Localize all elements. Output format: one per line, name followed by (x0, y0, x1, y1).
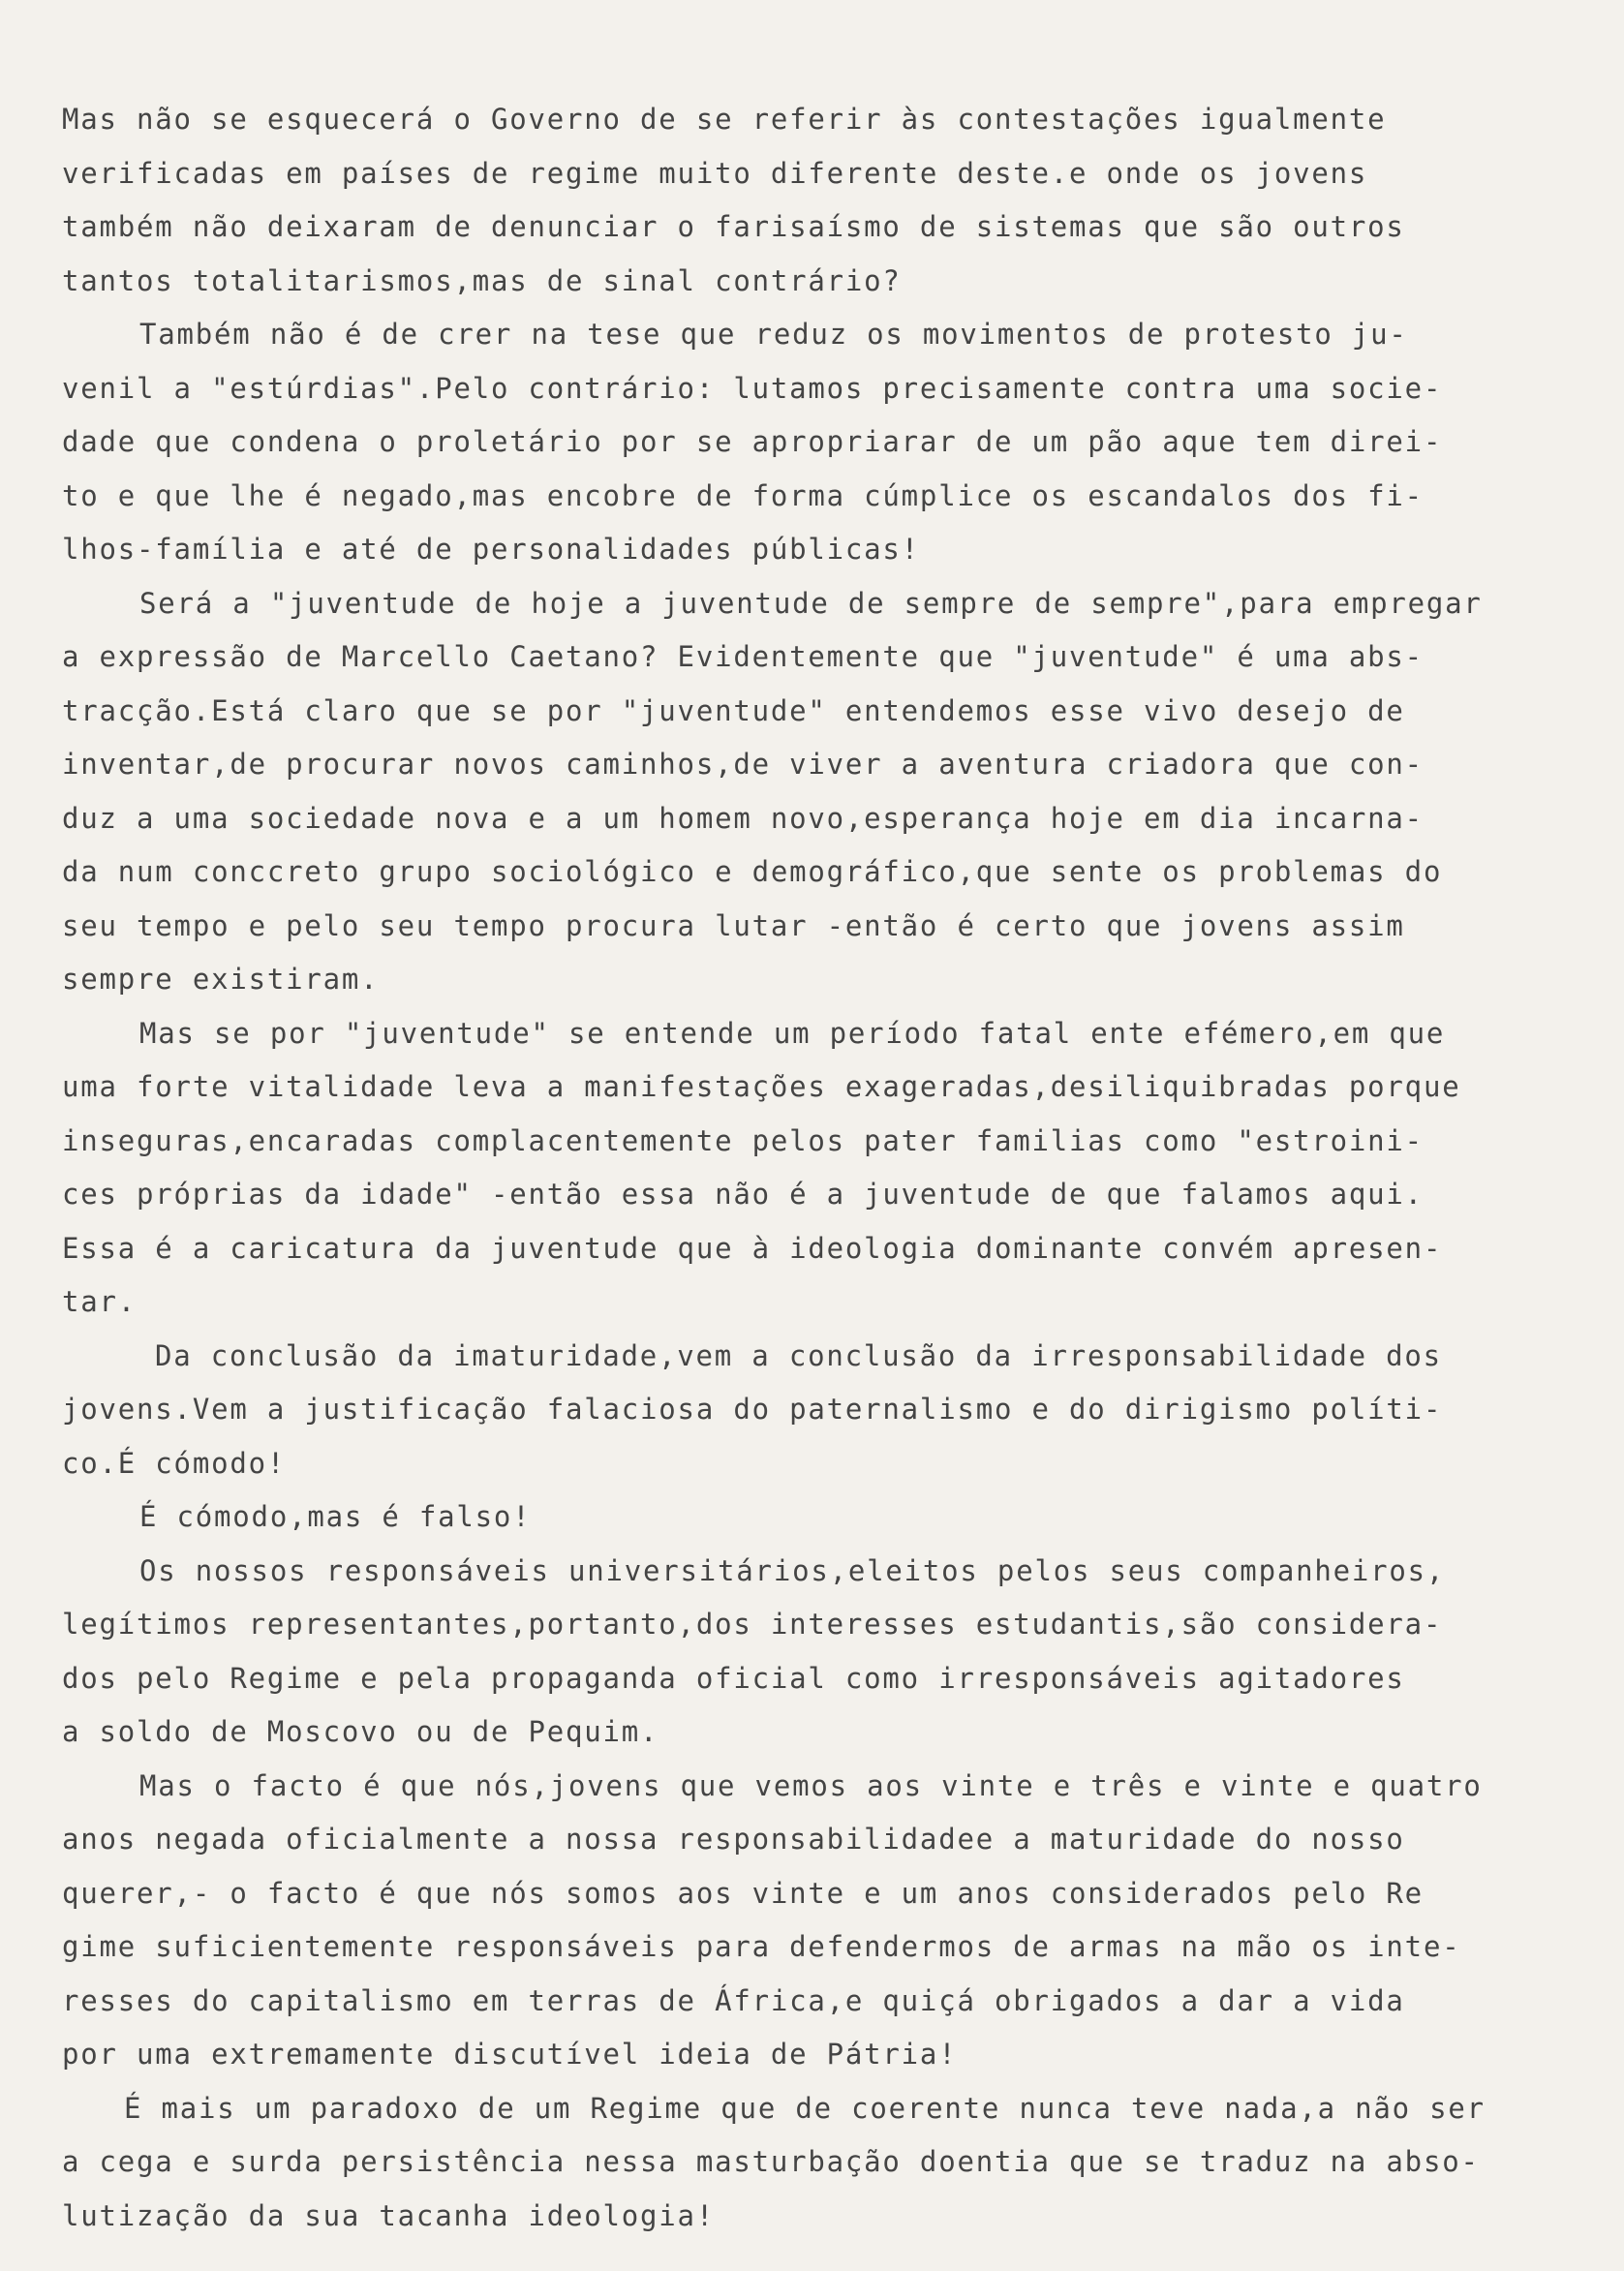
text-line: tracção.Está claro que se por "juventude" entendemos esse vivo desejo de (62, 693, 1405, 727)
paragraph-1 (62, 93, 1515, 308)
text-line: a soldo de Moscovo ou de Pequim. (62, 1715, 659, 1748)
text-line: tar. (62, 1285, 138, 1318)
text-line: tantos totalitarismos,mas de sinal contrário? (62, 263, 902, 297)
text-line: É cómodo,mas é falso! (139, 1500, 532, 1533)
paragraph-2 (62, 308, 1515, 577)
text-line: jovens.Vem a justificação falaciosa do paternalismo e do dirigismo políti- (62, 1393, 1443, 1426)
text-line: dos pelo Regime e pela propaganda oficial como irresponsáveis agitadores (62, 1661, 1405, 1695)
paragraph-4 (62, 1007, 1515, 1330)
text-line: inventar,de procurar novos caminhos,de viver a aventura criadora que con- (62, 748, 1424, 781)
text-line: anos negada oficialmente a nossa responsabilidadee a maturidade do nosso (62, 1823, 1405, 1856)
text-line: a cega e surda persistência nessa masturbação doentia que se traduz na abso- (62, 2145, 1480, 2178)
text-line: É mais um paradoxo de um Regime que de coerente nunca teve nada,a não ser (124, 2091, 1486, 2125)
text-line: dade que condena o proletário por se apropriarar de um pão aque tem direi- (62, 425, 1443, 458)
text-line: gime suficientemente responsáveis para defendermos de armas na mão os inte- (62, 1930, 1461, 1963)
text-line: lutização da sua tacanha ideologia! (62, 2198, 716, 2232)
text-line: sempre existiram. (62, 963, 380, 996)
text-line: Os nossos responsáveis universitários,eleitos pelos seus companheiros, (139, 1553, 1446, 1587)
text-line: lhos-família e até de personalidades públicas! (62, 533, 920, 566)
text-line: verificadas em países de regime muito diferente deste.e onde os jovens (62, 156, 1368, 190)
text-line: Será a "juventude de hoje a juventude de sempre de sempre",para empregar (139, 586, 1483, 620)
paragraph-6 (62, 1490, 1515, 1545)
text-line: inseguras,encaradas complacentemente pelos pater familias como "estroini- (62, 1123, 1424, 1157)
text-line: venil a "estúrdias".Pelo contrário: lutamos precisamente contra uma socie- (62, 371, 1443, 405)
text-line: resses do capitalismo em terras de África,e quiçá obrigados a dar a vida (62, 1983, 1405, 2017)
paragraph-7 (62, 1545, 1515, 1760)
text-line: querer,- o facto é que nós somos aos vinte e um anos considerados pelo Re (62, 1876, 1424, 1910)
text-line: legítimos representantes,portanto,dos interesses estudantis,são considera- (62, 1608, 1443, 1641)
text-line: duz a uma sociedade nova e a um homem novo,esperança hoje em dia incarna- (62, 801, 1424, 835)
text-line: Também não é de crer na tese que reduz os movimentos de protesto ju- (139, 318, 1408, 351)
text-line: Essa é a caricatura da juventude que à ideologia dominante convém apresen- (62, 1231, 1443, 1265)
text-line: Mas se por "juventude" se entende um período fatal ente efémero,em que (139, 1016, 1446, 1050)
text-line: Mas não se esquecerá o Governo de se referir às contestações igualmente (62, 103, 1387, 136)
text-line: seu tempo e pelo seu tempo procura lutar -então é certo que jovens assim (62, 908, 1405, 942)
text-line: to e que lhe é negado,mas encobre de forma cúmplice os escandalos dos fi- (62, 478, 1424, 512)
text-line: por uma extremamente discutível ideia de Pátria! (62, 2038, 958, 2071)
text-line: a expressão de Marcello Caetano? Evidentemente que "juventude" é uma abs- (62, 640, 1424, 673)
text-line: Mas o facto é que nós,jovens que vemos aos vinte e três e vinte e quatro (139, 1768, 1483, 1802)
page-body (62, 93, 1515, 2243)
text-line: também não deixaram de denunciar o farisaísmo de sistemas que são outros (62, 210, 1405, 243)
paragraph-9 (62, 2082, 1515, 2244)
paragraph-3 (62, 577, 1515, 1007)
paragraph-5 (62, 1330, 1515, 1491)
paragraph-8 (62, 1760, 1515, 2082)
text-line: Da conclusão da imaturidade,vem a conclusão da irresponsabilidade dos (155, 1338, 1442, 1372)
text-line: co.É cómodo! (62, 1446, 287, 1480)
text-line: da num conccreto grupo sociológico e demográfico,que sente os problemas do (62, 855, 1443, 888)
text-line: ces próprias da idade" -então essa não é a juventude de que falamos aqui. (62, 1178, 1424, 1211)
text-line: uma forte vitalidade leva a manifestações exageradas,desiliquibradas porque (62, 1070, 1461, 1103)
